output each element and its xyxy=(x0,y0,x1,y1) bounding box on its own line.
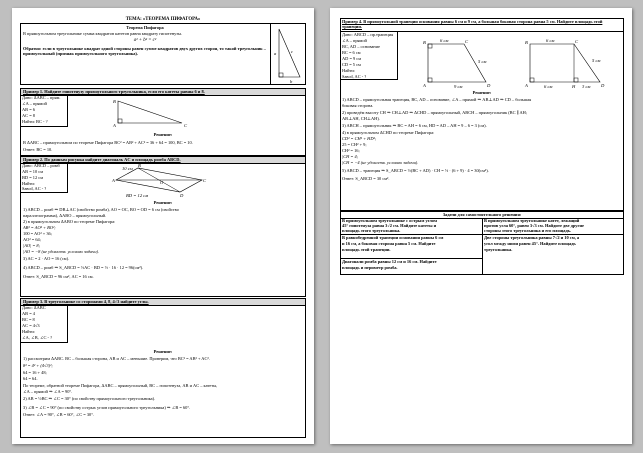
text-page2-tasks-t1-2: площадь этого треугольника. xyxy=(342,228,401,233)
text-page1-ex2-lines-9: 4) ABCD – ромб ⇒ S_ABCD = ½AC · BD = ½ · 16 · 12 = 96(см²). xyxy=(23,265,144,270)
text-page2-ex4-lines-3: AB⊥AH, CH⊥AH). xyxy=(342,116,380,121)
label-c: c xyxy=(291,49,294,54)
example-4-trapezoid-height-figure xyxy=(522,38,612,88)
text-page2-tasks-t4-1: угол между ними равен 45°. Найдите площадь xyxy=(484,241,576,246)
text-page1-ex2-lines-6: |AO| = 8; xyxy=(23,243,41,248)
example-3-title: Пример 3. В треугольнике со сторонами 4, 8, 4√3 найдите углы. xyxy=(23,299,149,304)
text-page1-ex2-lines-1: параллелограмма), ΔABO – прямоугольный. xyxy=(23,213,107,218)
text-page1-ex3-given-1: AB = 4 xyxy=(22,311,35,316)
text-page2-ex4-given-4: AD = 9 см xyxy=(342,56,362,61)
text-page1-ex2-given-4: Sавсd, AC - ? xyxy=(22,186,47,191)
text-page2-ex4-given-6: Найти: xyxy=(342,68,355,73)
text-page2-ex4-lines-10: |CH = −4 (не удовлетв. условию задачи). xyxy=(342,160,419,165)
text-page1-ex1-labels-a: A xyxy=(113,123,116,128)
text-page2-ex4-given-3: BC = 6 см xyxy=(342,50,361,55)
example-2-rhombus-figure xyxy=(112,164,212,200)
text-page1-ex2-labels-d: D xyxy=(180,193,184,198)
text-page1-ex2-lines-0: 1) ABCD – ромб ⇒ DB⊥AC (свойство ромба), AO = OC, BO = OD = 6 см (свойство xyxy=(23,207,179,212)
theorem-title: Теорема Пифагора xyxy=(126,25,164,30)
example-1-triangle-figure xyxy=(112,97,192,127)
text-page2-tasks-t4-2: треугольника. xyxy=(484,247,513,252)
text-page2-ex4-fig1-top: 6 см xyxy=(440,38,449,43)
text-page2-ex4-given-1: ∠A – прямой xyxy=(342,38,367,43)
task-4: Две стороны треугольника равны 7√2 и 10 см, а xyxy=(484,235,580,240)
text-page2-ex4-lines-4: 3) ABCH – прямоугольник ⇒ BC = AH = 6 см, HD = AD – AH = 9 – 6 = 3 (см). xyxy=(342,123,487,128)
text-page2-ex4-lines-11: 5) ABCD – трапеция ⇒ S_ABCD = ½(BC + AD) · CH = ½ · (6 + 9) · 4 = 30(см²). xyxy=(342,168,489,173)
text-page2-ex4-lines-1: боковая сторона. xyxy=(342,103,374,108)
label-b: b xyxy=(290,79,293,84)
text-page1-ex3-lines-5: ∠A – прямой ⇒ ∠A = 90°. xyxy=(23,389,73,394)
text-page1-ex1-given-3: AC = 8 xyxy=(22,113,35,118)
text-page2-ex4-fig1-a: A xyxy=(423,83,426,88)
text-page1-ex2-labels-a: A xyxy=(112,178,115,183)
text-page2-tasks-t3-1: и 16 см, а боковая сторона равна 5 см. Найдите xyxy=(342,241,436,246)
text-page1-ex3-given-5: ∠A, ∠B, ∠C - ? xyxy=(22,335,53,340)
text-page1-ex3-lines-8: Ответ: ∠A = 90°, ∠B = 60°, ∠C = 30°. xyxy=(23,412,95,417)
text-page2-ex4-fig1-bottom: 9 см xyxy=(454,84,463,89)
text-page1-ex1-labels-c: C xyxy=(184,123,188,128)
text-page1-ex2-lines-10: Ответ: S_ABCD = 96 см², AC = 16 см. xyxy=(23,274,94,279)
example-1-answer: Ответ: BC = 10. xyxy=(23,147,53,152)
text-page2-ex4-fig2-top: 6 см xyxy=(546,38,555,43)
theorem-converse: Обратно: если в треугольнике квадрат одной стороны равен сумме квадратов двух других сторон, то такой треугольник – прямоугольный (признак прямоугольного треугольника). xyxy=(23,46,266,57)
example-1-solution: В ΔABC – прямоугольном по теореме Пифагора BC² = AB² + AC² = 36 + 64 = 100, BC = 10. xyxy=(23,140,193,145)
text-page1-ex2-labels-o: O xyxy=(160,180,164,185)
text-page2-ex4-fig1-side: 5 см xyxy=(478,59,487,64)
text-page1-ex3-given-3: AC = 4√3 xyxy=(22,323,40,328)
text-page2-ex4-fig2-h: H xyxy=(572,84,576,89)
text-page1-ex3-lines-0: 1) рассмотрим ΔABC. BC – большая сторона, AB и AC – меньшие. Проверим, что BC² = AB² + AC². xyxy=(23,356,210,361)
text-page2-ex4-given-0: Дано: ABCD – пр.трапеция xyxy=(342,32,394,37)
text-page2-tasks-t1-1: 45° гипотенуза равна 3√2 см. Найдите катеты и xyxy=(342,223,437,228)
text-page1-ex3-given-0: Дано: ΔABC xyxy=(22,305,46,310)
tasks-title: Задачи для самостоятельного решения: xyxy=(442,212,522,217)
text-page2-ex4-fig1-d: D xyxy=(487,83,491,88)
text-page1-ex3-lines-3: 64 = 64. xyxy=(23,376,38,381)
text-page1-ex1-labels-b: B xyxy=(113,99,116,104)
text-page1-ex2-solution-label: Решение: xyxy=(153,200,173,205)
text-page2-ex4-fig1-c: C xyxy=(465,39,469,44)
page-right xyxy=(330,8,632,444)
example-2-title: Пример 2. По данным рисунка найдите диагональ AC и площадь ромба ABCD. xyxy=(23,157,181,162)
text-page1-ex3-lines-7: 3) ∠B = ∠C = 90° (по свойству острых углов прямоугольного треугольника) ⇒ ∠B = 60°. xyxy=(23,405,191,410)
text-page2-ex4-fig2-a: A xyxy=(525,83,528,88)
text-page2-tasks-t3-2: площадь этой трапеции. xyxy=(342,247,391,252)
theorem-triangle-figure xyxy=(270,23,306,85)
text-page2-ex4-given-7: Sавсd, AC - ? xyxy=(342,74,367,79)
text-page2-ex4-lines-8: CH² = 16; xyxy=(342,148,360,153)
text-page1-ex1-given-1: ∠A – прямой xyxy=(22,101,47,106)
text-page1-ex3-given-4: Найти: xyxy=(22,329,35,334)
topic-title: ТЕМА: «ТЕОРЕМА ПИФАГОРА» xyxy=(125,17,201,22)
text-page2-ex4-lines-12: Ответ: S_ABCD = 30 см². xyxy=(342,176,390,181)
text-page1-ex2-lines-5: AO² = 64; xyxy=(23,237,41,242)
text-page2-ex4-fig2-d: D xyxy=(601,83,605,88)
text-page1-ex3-given-2: BC = 8 xyxy=(22,317,35,322)
text-page1-ex2-given-0: Дано: ABCD – ромб xyxy=(22,163,60,168)
example-4-title: Пример 4. В прямоугольной трапеции основания равны 6 см и 9 см, а большая боковая сторона равна 5 см. Найдите площадь этой трапеции. xyxy=(342,19,603,30)
text-page1-ex3-solution-label: Решение: xyxy=(153,349,173,354)
text-page2-ex4-fig2-h1: 6 см xyxy=(544,84,553,89)
text-page2-ex4-solution-label: Решение: xyxy=(472,90,492,95)
text-page1-ex3-lines-4: По теореме, обратной теореме Пифагора, ΔABC – прямоугольный, BC – гипотенуза, AB и AC – катеты, xyxy=(23,383,218,388)
text-page1-ex2-labels-bd: BD = 12 см xyxy=(126,193,149,198)
text-page1-ex2-given-1: AB = 10 см xyxy=(22,169,43,174)
text-page2-ex4-fig2-c: C xyxy=(575,39,579,44)
label-a: a xyxy=(274,51,277,56)
text-page2-ex4-lines-5: 4) в прямоугольном ΔCHD по теореме Пифагора: xyxy=(342,130,435,135)
text-page1-ex1-given-0: Дано: ΔABC – прям. xyxy=(22,95,61,100)
text-page2-tasks-t2-1: против угла 60°, равен 3√3 см. Найдите две другие xyxy=(484,223,584,228)
text-page2-ex4-given-2: BC, AD – основание xyxy=(342,44,380,49)
text-page2-ex4-fig2-side: 5 см xyxy=(592,58,601,63)
text-page1-ex2-labels-c: C xyxy=(203,178,207,183)
text-page1-ex2-lines-3: AB² = AO² + BO²; xyxy=(23,225,56,230)
text-page1-ex2-given-2: BD = 12 см xyxy=(22,175,43,180)
theorem-text: В прямоугольном треугольнике сумма квадратов катетов равна квадрату гипотенузы. xyxy=(23,31,183,36)
text-page1-ex2-lines-2: 2) в прямоугольном ΔABO по теореме Пифагора: xyxy=(23,219,116,224)
text-page1-ex2-lines-4: 100 = AO² + 36; xyxy=(23,231,52,236)
text-page1-ex2-lines-7: |AO = −8 (не удовлетв. условию задачи). xyxy=(23,249,100,254)
text-page2-ex4-lines-2: 2) проведём высоту CH ⇒ CH⊥AD ⇒ ΔCHD – прямоугольный, ABCH – прямоугольник (BC ∥ AH; xyxy=(342,110,528,115)
text-page1-ex3-lines-1: 8² = 4² + (4√3)²; xyxy=(23,363,53,368)
example-1-title: Пример 1. Найдите гипотенузу прямоугольного треугольника, если его катеты равны 6 и 8. xyxy=(23,89,205,94)
text-page1-ex1-solution-label: Решение: xyxy=(153,132,173,137)
text-page2-ex4-given-5: CD = 5 см xyxy=(342,62,361,67)
text-page2-ex4-fig2-h2: 3 см xyxy=(582,84,591,89)
text-page2-ex4-lines-6: CD² = CH² + HD²; xyxy=(342,136,377,141)
text-page1-ex2-labels-ab: 10 см xyxy=(122,166,133,171)
page-left xyxy=(12,8,314,444)
theorem-formula: a² + b² = c² xyxy=(133,38,157,43)
text-page1-ex3-lines-2: 64 = 16 + 48; xyxy=(23,370,47,375)
text-page1-ex2-lines-8: 3) AC = 2 · AO = 16 (см). xyxy=(23,256,70,261)
text-page2-ex4-lines-0: 1) ABCD – прямоугольная трапеция, BC, AD – основание, ∠A – прямой ⇒ AB⊥AD ⇒ CD – большая xyxy=(342,97,532,102)
task-5: Диагонали ромба равны 12 см и 16 см. Найдите xyxy=(342,259,437,264)
text-page1-ex1-given-2: AB = 6 xyxy=(22,107,35,112)
text-page1-ex3-lines-6: 2) AB = ½BC ⇒ ∠C = 30° (по свойству прямоугольного треугольника). xyxy=(23,396,156,401)
text-page1-ex2-given-3: Найти: xyxy=(22,181,35,186)
text-page2-ex4-lines-7: 25 = CH² + 9; xyxy=(342,142,367,147)
text-page2-ex4-lines-9: |CH = 4; xyxy=(342,154,359,159)
text-page2-tasks-t5-1: площадь и периметр ромба. xyxy=(342,265,398,270)
text-page2-ex4-fig1-b: B xyxy=(423,40,426,45)
task-3: В равнобедренной трапеции основания равны 6 см xyxy=(342,235,444,240)
task-1: В прямоугольном треугольнике с острым углом xyxy=(342,218,437,223)
text-page2-ex4-fig2-b: B xyxy=(525,40,528,45)
text-page1-ex2-labels-b: B xyxy=(138,163,141,168)
task-2: В прямоугольном треугольнике катет, лежащий xyxy=(484,218,580,223)
text-page2-tasks-t2-2: стороны этого треугольника и его площадь. xyxy=(484,228,572,233)
text-page1-ex1-given-4: Найти: BC - ? xyxy=(22,119,48,124)
example-4-trapezoid-figure xyxy=(420,38,500,88)
